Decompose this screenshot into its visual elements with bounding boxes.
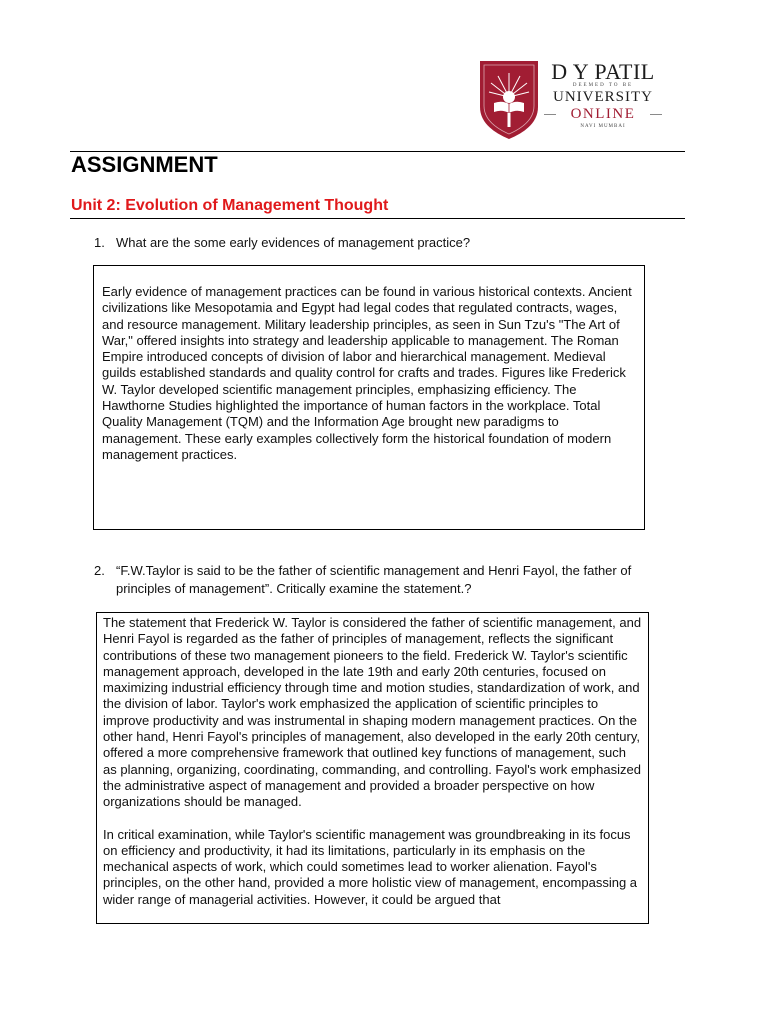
logo-online: ONLINE: [570, 106, 636, 122]
logo-university: UNIVERSITY: [553, 89, 653, 105]
answer-paragraph: In critical examination, while Taylor's scientific management was groundbreaking in its focus on efficiency and productivity, it had its limitations, particularly in its emphasis on the mechanical aspects of work, which could sometimes lead to worker alienation. Fayol's principles, on the other hand, provided a more holistic view of management, encompassing a wider range of managerial activities. However, it could be argued that: [103, 826, 638, 907]
logo-location: NAVI MUMBAI: [580, 124, 626, 129]
answer-paragraph: Early evidence of management practices can be found in various historical contexts. Ancient civilizations like Mesopotamia and Egypt had legal codes that regulated contracts, wages, and resource management. Military leadership principles, as seen in Sun Tzu's "The Art of War," offered insights into strategy and leadership applicable to management. The Roman Empire introduced concepts of division of labor and hierarchical management. Medieval guilds established standards and quality control for crafts and trades. Figures like Frederick W. Taylor developed scientific management principles, emphasizing efficiency. The Hawthorne Studies highlighted the importance of human factors in the workplace. Total Quality Management (TQM) and the Information Age brought new paradigms to management. These early examples collectively form the historical foundation of modern management practices.: [102, 284, 632, 462]
answer-paragraph: The statement that Frederick W. Taylor is considered the father of scientific management, and Henri Fayol is regarded as the father of principles of management, reflects the significant contributions of these two management pioneers to the field. Frederick W. Taylor's scientific management approach, developed in the late 19th and early 20th centuries, focused on maximizing industrial efficiency through time and motion studies, standardization of work, and the division of labor. Taylor's work emphasized the application of scientific principles to improve productivity and was instrumental in shaping modern management practices. On the other hand, Henri Fayol's principles of management, also developed in the early 20th century, offered a more comprehensive framework that outlined key functions of management, such as planning, organizing, coordinating, commanding, and controlling. Fayol's work emphasized the administrative aspect of management and provided a broader perspective on how organizations should be managed.: [103, 615, 642, 810]
unit-rule: [70, 218, 685, 219]
logo-wordmark: [548, 61, 658, 131]
logo-name: D Y PATIL: [551, 59, 655, 84]
answer-box-1: [93, 265, 645, 530]
question-number: 2.: [94, 563, 105, 578]
university-logo: [478, 57, 678, 147]
logo-online-row: [548, 105, 658, 123]
logo-divider-right: [650, 114, 662, 115]
shield-emblem-icon: [478, 57, 540, 141]
page-title: ASSIGNMENT: [71, 152, 218, 177]
question-text: What are the some early evidences of management practice?: [116, 235, 471, 250]
question-text: “F.W.Taylor is said to be the father of scientific management and Henri Fayol, the father of principles of management”. Critically examine the statement.?: [116, 563, 632, 596]
logo-divider-left: [544, 114, 556, 115]
question-number: 1.: [94, 235, 105, 250]
question-1: [94, 234, 674, 254]
question-2: [94, 562, 684, 602]
unit-heading: Unit 2: Evolution of Management Thought: [71, 197, 389, 214]
logo-deemed: DEEMED TO BE: [572, 83, 634, 88]
answer-box-2: [96, 612, 649, 924]
